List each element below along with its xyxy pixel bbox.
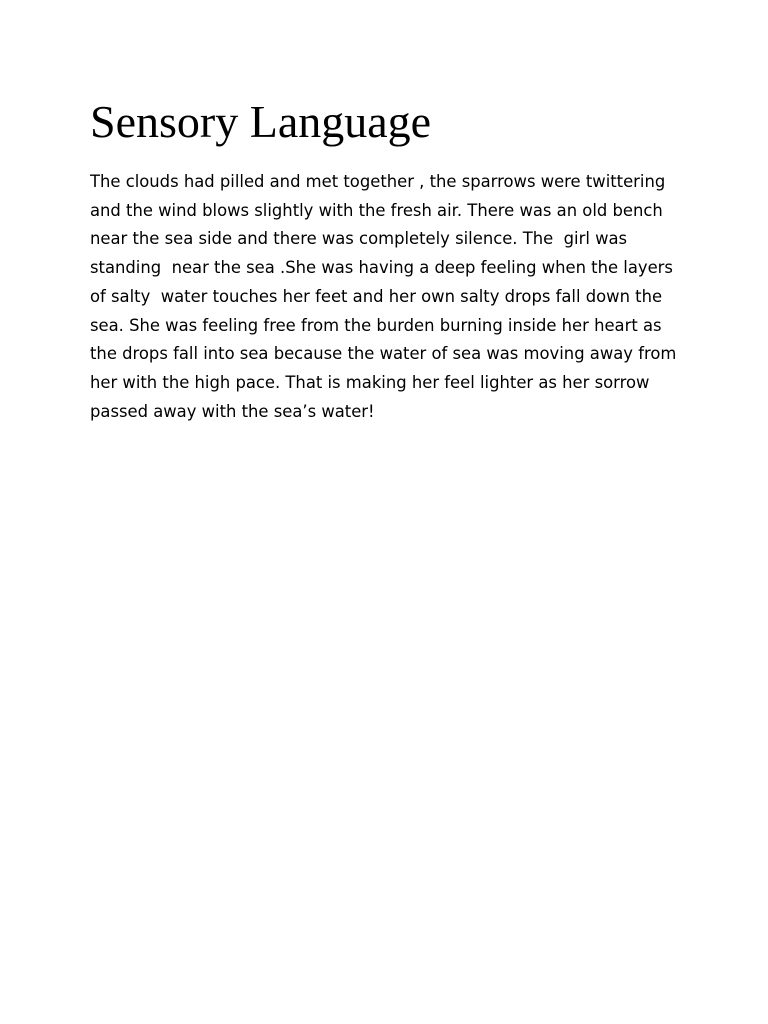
- paragraph-line: sea. She was feeling free from the burden burning inside her heart as: [90, 315, 662, 335]
- paragraph-line: passed away with the sea’s water!: [90, 401, 375, 421]
- paragraph-line: and the wind blows slightly with the fresh air. There was an old bench: [90, 200, 663, 220]
- body-paragraph: [90, 168, 690, 426]
- document-title: Sensory Language: [90, 96, 432, 147]
- paragraph-line: near the sea side and there was completely silence. The girl was: [90, 229, 628, 249]
- paragraph-line: the drops fall into sea because the water of sea was moving away from: [90, 344, 677, 364]
- paragraph-line: of salty water touches her feet and her own salty drops fall down the: [90, 286, 663, 306]
- paragraph-line: standing near the sea .She was having a deep feeling when the layers: [90, 258, 673, 278]
- paragraph-line: The clouds had pilled and met together , the sparrows were twittering: [90, 172, 666, 191]
- paragraph-line: her with the high pace. That is making her feel lighter as her sorrow: [90, 372, 650, 392]
